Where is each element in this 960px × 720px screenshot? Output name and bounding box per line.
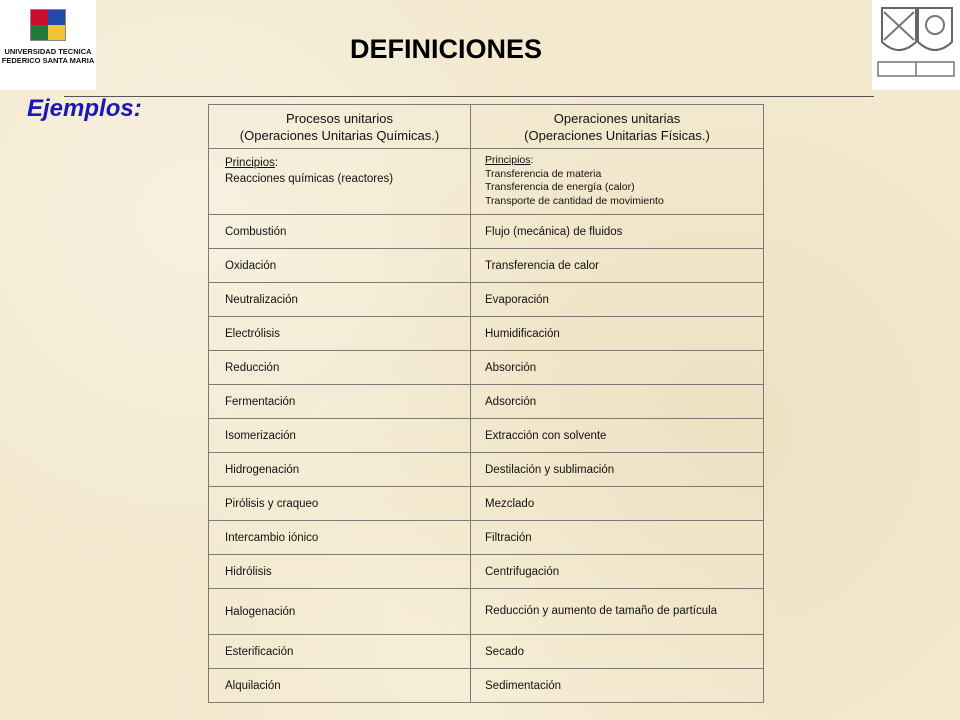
operation-cell: Extracción con solvente — [471, 419, 764, 453]
principles-right-line: Transferencia de materia — [485, 167, 602, 180]
operation-cell: Mezclado — [471, 487, 764, 521]
operation-cell: Filtración — [471, 521, 764, 555]
table-row — [209, 669, 764, 703]
table-row — [209, 419, 764, 453]
principles-row — [209, 149, 764, 215]
table-row — [209, 351, 764, 385]
table-row — [209, 635, 764, 669]
operation-cell: Reducción y aumento de tamaño de partícula — [471, 589, 764, 635]
principles-left-text: Reacciones químicas (reactores) — [225, 173, 394, 185]
table-row — [209, 589, 764, 635]
principles-right-line: Transporte de cantidad de movimiento — [485, 194, 664, 207]
process-cell: Hidrólisis — [209, 555, 471, 589]
table-row — [209, 555, 764, 589]
title-divider — [64, 96, 874, 97]
operation-cell: Evaporación — [471, 283, 764, 317]
operation-cell: Centrifugación — [471, 555, 764, 589]
process-cell: Hidrogenación — [209, 453, 471, 487]
table-header-row — [209, 105, 764, 149]
table-row — [209, 249, 764, 283]
table-row — [209, 521, 764, 555]
operation-cell: Sedimentación — [471, 669, 764, 703]
operation-cell: Secado — [471, 635, 764, 669]
process-cell: Alquilación — [209, 669, 471, 703]
process-cell: Electrólisis — [209, 317, 471, 351]
principles-left-label: Principios — [225, 157, 275, 169]
principles-left-cell: Principios: Reacciones químicas (reactores) — [209, 149, 471, 215]
principles-right-label: Principios — [485, 154, 531, 166]
process-cell: Oxidación — [209, 249, 471, 283]
process-cell: Esterificación — [209, 635, 471, 669]
section-subtitle: Ejemplos: — [27, 95, 142, 122]
process-cell: Fermentación — [209, 385, 471, 419]
process-cell: Isomerización — [209, 419, 471, 453]
logo-text-line2: FEDERICO SANTA MARIA — [1, 56, 95, 65]
process-cell: Halogenación — [209, 589, 471, 635]
process-cell: Neutralización — [209, 283, 471, 317]
operation-cell: Humidificación — [471, 317, 764, 351]
process-cell: Intercambio iónico — [209, 521, 471, 555]
operation-cell: Transferencia de calor — [471, 249, 764, 283]
process-cell: Combustión — [209, 215, 471, 249]
page-title: DEFINICIONES — [349, 34, 543, 64]
header-unit-processes: Procesos unitarios (Operaciones Unitarias Químicas.) — [209, 105, 471, 149]
operation-cell: Absorción — [471, 351, 764, 385]
table-row — [209, 317, 764, 351]
operation-cell: Adsorción — [471, 385, 764, 419]
process-cell: Pirólisis y craqueo — [209, 487, 471, 521]
principles-right-line: Transferencia de energía (calor) — [485, 181, 635, 193]
logo-text-line1: UNIVERSIDAD TECNICA — [4, 47, 92, 56]
principles-right-cell: Principios: Transferencia de materia Transferencia de energía (calor) Transporte de cantidad de movimiento — [471, 149, 764, 215]
examples-table — [208, 104, 764, 703]
process-cell: Reducción — [209, 351, 471, 385]
table-row — [209, 453, 764, 487]
header-unit-operations: Operaciones unitarias (Operaciones Unitarias Físicas.) — [471, 105, 764, 149]
table-row — [209, 385, 764, 419]
operation-cell: Destilación y sublimación — [471, 453, 764, 487]
table-row — [209, 283, 764, 317]
table-row — [209, 215, 764, 249]
table-row — [209, 487, 764, 521]
operation-cell: Flujo (mecánica) de fluidos — [471, 215, 764, 249]
